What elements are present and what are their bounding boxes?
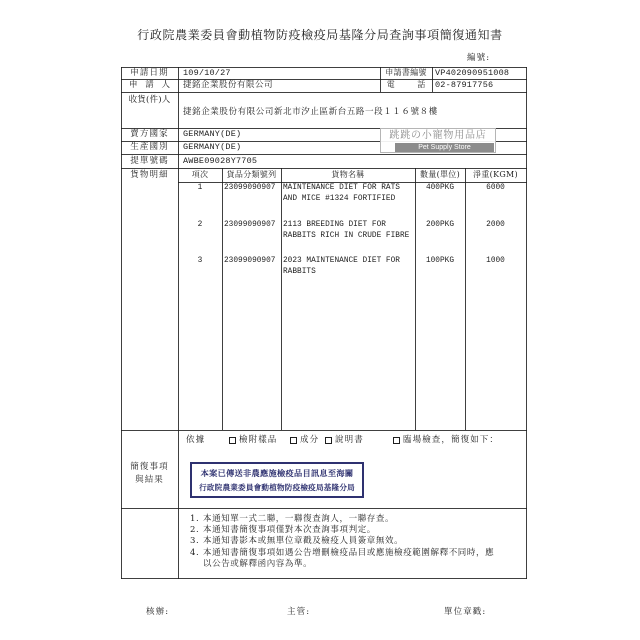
consignee-label: 收貨(件)人 (128, 95, 171, 105)
checkbox (325, 437, 332, 444)
phone-label: 電 話 (386, 80, 426, 89)
item-net-weight: 2000 (486, 221, 505, 229)
note-number: 4. (190, 548, 200, 558)
column-header-goods-name: 貨物名稱 (331, 170, 365, 179)
option-label: 成分 (300, 435, 320, 445)
origin-country-label: 生產國別 (130, 142, 169, 152)
item-quantity: 200PKG (425, 221, 455, 229)
table-rule (222, 168, 223, 430)
option-label: 檢附樣品 (239, 435, 278, 445)
note-text: 本通知書影本或無單位章戳及檢疫人員簽章無效。 (203, 536, 404, 546)
stamp-line: 本案已傳送非農應施檢疫品目訊息至海關 (200, 468, 354, 478)
cargo-details-label: 貨物明細 (130, 170, 169, 180)
item-number: 2 (197, 221, 203, 229)
table-rule (121, 92, 527, 93)
application-date-label: 申請日期 (130, 68, 169, 78)
application-date-value: 109/10/27 (183, 68, 231, 78)
stamp-line: 行政院農業委員會動植物防疫檢疫局基隆分局 (199, 483, 355, 492)
shop-watermark (380, 128, 496, 153)
origin-country-value: GERMANY(DE) (183, 142, 242, 152)
option-onsite-inspection (393, 435, 499, 445)
item-name-line: 2113 BREEDING DIET FOR (283, 221, 386, 229)
item-name-line: AND MICE #1324 FORTIFIED (283, 195, 396, 203)
table-rule (121, 578, 527, 579)
table-rule (121, 154, 527, 155)
note-number: 1. (190, 514, 200, 524)
option-sample (229, 435, 277, 445)
table-rule (121, 508, 527, 509)
watermark-subtitle: Pet Supply Store (395, 143, 494, 152)
unit-seal-label: 單位章戳: (444, 607, 487, 617)
option-manual (325, 435, 364, 445)
item-name-line: 2023 MAINTENANCE DIET FOR (283, 257, 400, 265)
item-name-line: RABBITS RICH IN CRUDE FIBRE (283, 232, 410, 240)
note-number: 2. (190, 525, 200, 535)
reply-suffix: ，簡復如下： (441, 435, 500, 445)
phone-value: 02-87917756 (435, 80, 494, 90)
note-text: 本通知單一式二聯，一聯復查詢人，一聯存查。 (203, 514, 395, 524)
item-number: 3 (197, 257, 203, 265)
checkbox (393, 437, 400, 444)
document-title: 行政院農業委員會動植物防疫檢疫局基隆分局查詢事項簡復通知書 (137, 28, 503, 42)
handler-signature-label: 核辦: (146, 607, 170, 617)
option-ingredients (290, 435, 319, 445)
note-text: 以公告或解釋函內容為準。 (203, 559, 313, 569)
reply-label-line: 簡復事項 (130, 462, 169, 472)
table-rule (526, 67, 527, 579)
note-text: 本通知書簡復事項僅對本次查詢事項判定。 (203, 525, 376, 535)
bill-of-lading-value: AWBE09028Y7705 (183, 156, 258, 166)
application-number-value: VP402090951008 (435, 68, 510, 78)
column-header-net-weight: 淨重(KGM) (473, 170, 518, 179)
applicant-value: 捷銘企業股份有限公司 (183, 80, 274, 90)
item-net-weight: 1000 (486, 257, 505, 265)
table-rule (465, 168, 466, 430)
note-number: 3. (190, 536, 200, 546)
note-text: 本通知書簡復事項如遇公告增刪檢疫品目或應施檢疫範圍解釋不同時，應 (203, 548, 495, 558)
serial-number-label: 編號: (467, 53, 491, 63)
column-header-quantity: 數量(單位) (419, 170, 461, 179)
option-label: 說明書 (335, 435, 364, 445)
column-header-item-no: 項次 (191, 170, 209, 179)
item-hs-code: 23099090907 (224, 184, 276, 192)
checkbox (290, 437, 297, 444)
table-rule (281, 168, 282, 430)
applicant-label: 申 請 人 (129, 80, 170, 90)
bill-of-lading-label: 提單號碼 (130, 156, 169, 166)
supervisor-signature-label: 主管: (287, 607, 311, 617)
table-rule (415, 168, 416, 430)
consignee-value: 捷銘企業股份有限公司新北市汐止區新台五路一段１１６號８樓 (183, 107, 438, 117)
table-rule (178, 67, 179, 579)
column-header-hs-code: 貨品分類號列 (226, 170, 277, 179)
table-rule (121, 430, 527, 431)
table-rule (432, 67, 433, 92)
watermark-shop-name: 跳跳の小寵物用品店 (389, 130, 487, 141)
checkbox (229, 437, 236, 444)
item-quantity: 400PKG (425, 184, 455, 192)
item-number: 1 (197, 184, 203, 192)
item-name-line: RABBITS (283, 268, 316, 276)
basis-label: 依據 (186, 435, 206, 445)
seller-country-label: 賣方國家 (130, 129, 169, 139)
option-label: 臨場檢查 (403, 435, 442, 445)
item-hs-code: 23099090907 (224, 257, 276, 265)
item-quantity: 100PKG (425, 257, 455, 265)
seller-country-value: GERMANY(DE) (183, 129, 242, 139)
item-net-weight: 6000 (486, 184, 505, 192)
table-rule (121, 168, 527, 169)
item-hs-code: 23099090907 (224, 221, 276, 229)
application-number-label: 申請書編號 (385, 68, 427, 77)
reply-label-line: 與結果 (135, 475, 164, 485)
item-name-line: MAINTENANCE DIET FOR RATS (283, 184, 400, 192)
customs-notice-stamp (190, 462, 364, 498)
